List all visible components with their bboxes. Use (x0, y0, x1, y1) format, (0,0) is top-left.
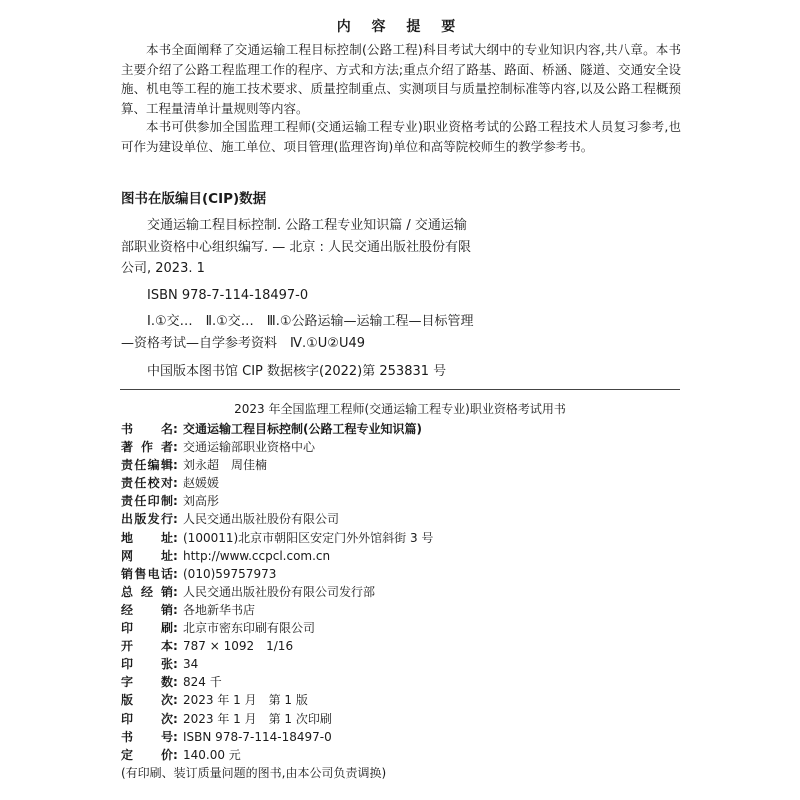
colophon (121, 420, 681, 782)
colophon-row-website: 网 址 : http://www.ccpcl.com.cn (121, 547, 681, 565)
colophon-row-title: 书 名 : 交通运输工程目标控制(公路工程专业知识篇) (121, 420, 681, 438)
colophon-row-word-count: 字 数 : 824 千 (121, 673, 681, 691)
series-title: 2023 年全国监理工程师(交通运输工程专业)职业资格考试用书 (234, 402, 566, 416)
colophon-value: 140.00 元 (183, 747, 241, 762)
colophon-value: 787 × 1092 1/16 (183, 639, 294, 654)
colophon-key: 责任校对 (121, 476, 173, 491)
summary-paragraph-1: 本书全面阐释了交通运输工程目标控制(公路工程)科目考试大纲中的专业知识内容,共八章。本书主要介绍了公路工程监理工作的程序、方式和方法;重点介绍了路基、路面、桥涵、隧道、交通安全设施、机电等工程的施工技术要求、质量控制重点、实测项目与质量控制标准等内容,以及公路工程概预算、工程量清单计量规则等内容。 (121, 42, 681, 116)
colophon-value: 人民交通出版社股份有限公司 (183, 512, 340, 527)
cip-classification: Ⅰ.①交… Ⅱ.①交… Ⅲ.①公路运输—运输工程—目标管理—资格考试—自学参考资料 Ⅳ.①U②U49 (121, 314, 474, 351)
colophon-value: 刘高彤 (183, 494, 220, 509)
cip-isbn: ISBN 978-7-114-18497-0 (147, 288, 309, 303)
colophon-key: 书 号 (121, 729, 173, 744)
colophon-row-edition: 版 次 : 2023 年 1 月 第 1 版 (121, 691, 681, 709)
colophon-key: 字 数 (121, 675, 173, 690)
colophon-row-author: 著 作 者 : 交通运输部职业资格中心 (121, 438, 681, 456)
colophon-key: 印 张 (121, 657, 173, 672)
colophon-value: 交通运输部职业资格中心 (183, 440, 316, 455)
colophon-value: (010)59757973 (183, 566, 277, 581)
colophon-key: 网 址 (121, 548, 173, 563)
colophon-value: 34 (183, 657, 199, 672)
colophon-row-proofreader: 责任校对 : 赵媛媛 (121, 474, 681, 492)
cip-heading: 图书在版编目(CIP)数据 (121, 191, 267, 207)
colophon-value: 2023 年 1 月 第 1 次印刷 (183, 711, 332, 726)
colophon-key: 责任编辑 (121, 458, 173, 473)
colophon-key: 印 刷 (121, 621, 173, 636)
colophon-row-print-manager: 责任印制 : 刘高彤 (121, 492, 681, 510)
colophon-row-format: 开 本 : 787 × 1092 1/16 (121, 637, 681, 655)
section-divider (120, 389, 680, 390)
colophon-row-publisher: 出版发行 : 人民交通出版社股份有限公司 (121, 510, 681, 528)
colophon-row-printing: 印 次 : 2023 年 1 月 第 1 次印刷 (121, 710, 681, 728)
colophon-row-editor: 责任编辑 : 刘永超 周佳楠 (121, 456, 681, 474)
colophon-key: 经 销 (121, 602, 173, 617)
summary-paragraph-2: 本书可供参加全国监理工程师(交通运输工程专业)职业资格考试的公路工程技术人员复习参考,也可作为建设单位、施工单位、项目管理(监理咨询)单位和高等院校师生的教学参考书。 (121, 119, 681, 154)
summary-title: 内 容 提 要 (336, 19, 464, 35)
cip-entry: 交通运输工程目标控制. 公路工程专业知识篇 / 交通运输部职业资格中心组织编写. — 北京 : 人民交通出版社股份有限公司, 2023. 1 (121, 218, 472, 276)
colophon-key: 定 价 (121, 747, 173, 762)
colophon-row-isbn: 书 号 : ISBN 978-7-114-18497-0 (121, 728, 681, 746)
colophon-value: 各地新华书店 (183, 602, 256, 617)
quality-note: (有印刷、装订质量问题的图书,由本公司负责调换) (121, 765, 387, 780)
colophon-value: 2023 年 1 月 第 1 版 (183, 693, 308, 708)
colophon-row-sheets: 印 张 : 34 (121, 655, 681, 673)
colophon-value: 人民交通出版社股份有限公司发行部 (183, 584, 376, 599)
colophon-row-printer: 印 刷 : 北京市密东印刷有限公司 (121, 619, 681, 637)
colophon-key: 地 址 (121, 530, 173, 545)
colophon-key: 印 次 (121, 711, 173, 726)
colophon-value: 赵媛媛 (183, 476, 220, 491)
colophon-row-address: 地 址 : (100011)北京市朝阳区安定门外外馆斜街 3 号 (121, 529, 681, 547)
colophon-value: 北京市密东印刷有限公司 (183, 621, 316, 636)
colophon-key: 总 经 销 (121, 584, 173, 599)
colophon-value: (100011)北京市朝阳区安定门外外馆斜街 3 号 (183, 530, 434, 545)
colophon-value: 刘永超 周佳楠 (183, 458, 268, 473)
colophon-key: 著 作 者 (121, 440, 173, 455)
colophon-key: 销售电话 (121, 566, 173, 581)
colophon-row-retailer: 经 销 : 各地新华书店 (121, 601, 681, 619)
colophon-key: 出版发行 (121, 512, 173, 527)
colophon-value: ISBN 978-7-114-18497-0 (183, 729, 332, 744)
cip-record-number: 中国版本图书馆 CIP 数据核字(2022)第 253831 号 (147, 364, 447, 379)
colophon-row-price: 定 价 : 140.00 元 (121, 746, 681, 764)
colophon-key: 书 名 (121, 422, 173, 436)
colophon-value: 交通运输工程目标控制(公路工程专业知识篇) (183, 422, 422, 436)
colophon-key: 开 本 (121, 639, 173, 654)
colophon-row-sales-phone: 销售电话 : (010)59757973 (121, 565, 681, 583)
colophon-value: 824 千 (183, 675, 222, 690)
colophon-key: 责任印制 (121, 494, 173, 509)
colophon-key: 版 次 (121, 693, 173, 708)
colophon-row-distributor: 总 经 销 : 人民交通出版社股份有限公司发行部 (121, 583, 681, 601)
colophon-value: http://www.ccpcl.com.cn (183, 548, 331, 563)
